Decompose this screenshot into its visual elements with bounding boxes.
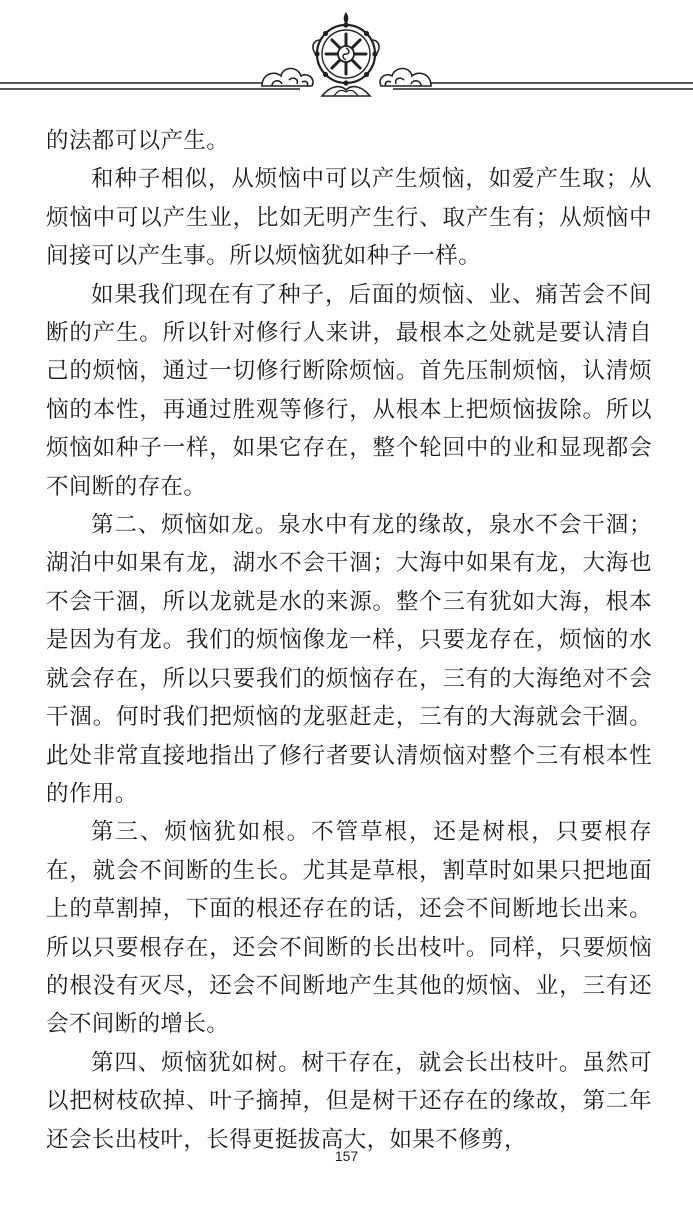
- cloud-scroll-left-icon: [262, 69, 313, 87]
- paragraph-6: 第四、烦恼犹如树。树干存在，就会长出枝叶。虽然可以把树枝砍掉、叶子摘掉，但是树干还存在的缘故，第二年还会长出枝叶，长得更挺拔高大，如果不修剪，: [46, 1049, 652, 1153]
- page-number: 157: [334, 1148, 359, 1164]
- paragraph-1: 的法都可以产生。: [46, 128, 230, 154]
- page-header: [0, 0, 693, 110]
- paragraph-4: 第二、烦恼如龙。泉水中有龙的缘故，泉水不会干涸；湖泊中如果有龙，湖水不会干涸；大海中如果有龙，大海也不会干涸，所以龙就是水的来源。整个三有犹如大海，根本是因为有龙。我们的烦恼像龙一样，只要龙存在，烦恼的水就会存在，所以只要我们的烦恼存在，三有的大海绝对不会干涸。何时我们把烦恼的龙驱赶走，三有的大海就会干涸。此处非常直接地指出了修行者要认清烦恼对整个三有根本性的作用。: [46, 512, 652, 807]
- paragraph-3: 如果我们现在有了种子，后面的烦恼、业、痛苦会不间断的产生。所以针对修行人来讲，最根本之处就是要认清自己的烦恼，通过一切修行断除烦恼。首先压制烦恼，认清烦恼的本性，再通过胜观等修行，从根本上把烦恼拔除。所以烦恼如种子一样，如果它存在，整个轮回中的业和显现都会不间断的存在。: [46, 281, 652, 500]
- header-rule-right: [393, 83, 693, 89]
- dharma-wheel-icon: [313, 12, 379, 96]
- header-rule-left: [0, 83, 300, 89]
- paragraph-2: 和种子相似，从烦恼中可以产生烦恼，如爱产生取；从烦恼中可以产生业，比如无明产生行、取产生有；从烦恼中间接可以产生事。所以烦恼犹如种子一样。: [46, 166, 652, 270]
- paragraph-5: 第三、烦恼犹如根。不管草根，还是树根，只要根存在，就会不间断的生长。尤其是草根，割草时如果只把地面上的草割掉，下面的根还存在的话，还会不间断地长出来。所以只要根存在，还会不间断的长出枝叶。同样，只要烦恼的根没有灭尽，还会不间断地产生其他的烦恼、业，三有还会不间断的增长。: [46, 819, 652, 1038]
- body-text: [46, 122, 652, 1159]
- cloud-scroll-right-icon: [380, 69, 431, 87]
- header-ornament: [0, 0, 693, 110]
